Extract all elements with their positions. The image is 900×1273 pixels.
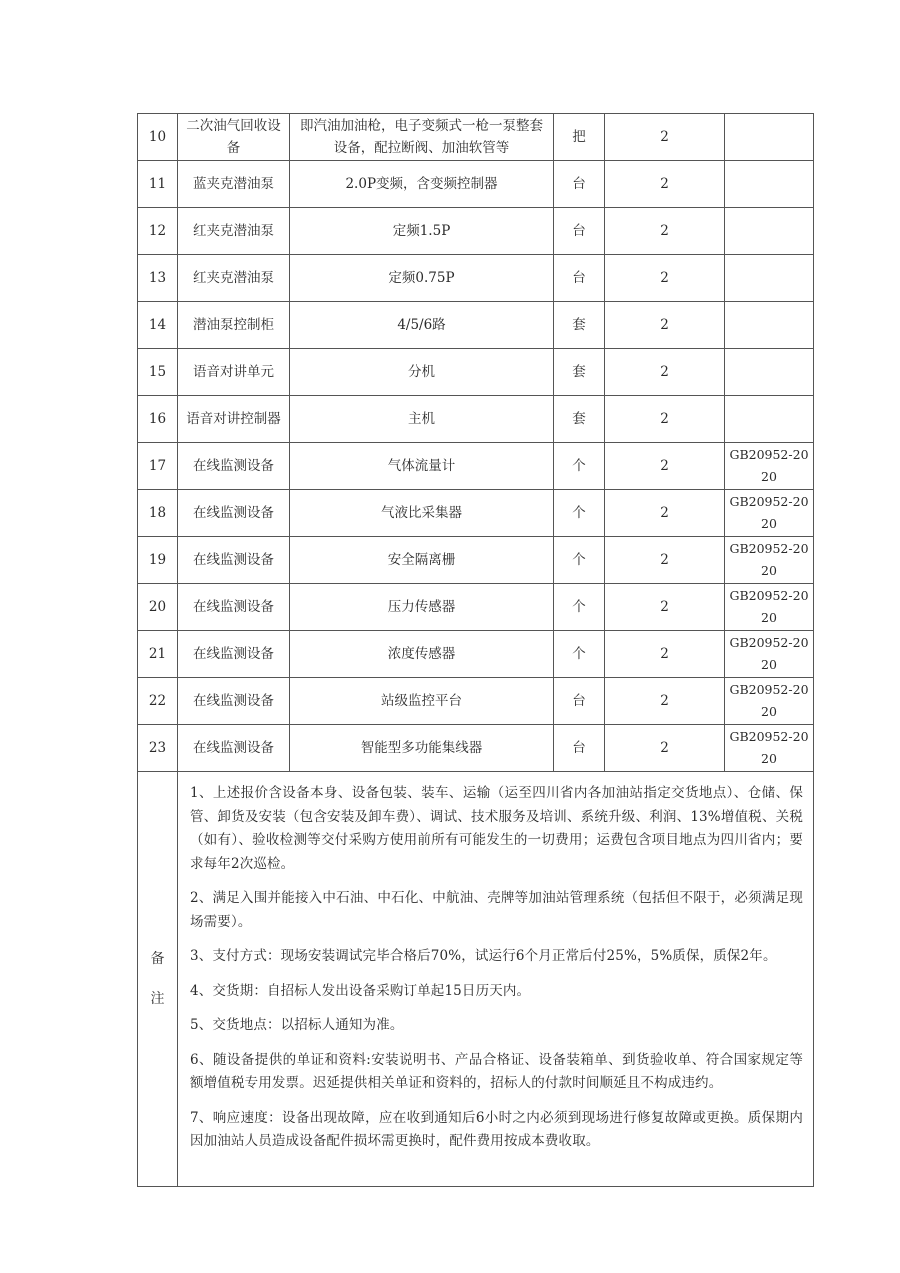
standard-cell (725, 349, 814, 396)
equipment-table-body (138, 114, 814, 1187)
remark-item: 3、支付方式：现场安装调试完毕合格后70%，试运行6个月正常后付25%，5%质保，质保2年。 (190, 948, 777, 964)
row-number-cell: 14 (138, 302, 178, 349)
quantity-cell: 2 (605, 725, 725, 772)
equipment-name-cell: 语音对讲单元 (178, 349, 290, 396)
unit-cell: 台 (554, 255, 605, 302)
remark-item: 4、交货期：自招标人发出设备采购订单起15日历天内。 (190, 982, 531, 999)
quantity-cell: 2 (605, 490, 725, 537)
table-row (138, 208, 814, 255)
equipment-spec-cell: 定频1.5P (290, 208, 554, 255)
equipment-name-cell: 语音对讲控制器 (178, 396, 290, 443)
equipment-name-cell: 在线监测设备 (178, 443, 290, 490)
quantity-cell: 2 (605, 443, 725, 490)
equipment-spec-cell: 定频0.75P (290, 255, 554, 302)
standard-cell: GB20952-2020 (725, 584, 814, 631)
table-row (138, 678, 814, 725)
table-row (138, 396, 814, 443)
row-number-cell: 12 (138, 208, 178, 255)
equipment-name-cell: 红夹克潜油泵 (178, 255, 290, 302)
table-row (138, 161, 814, 208)
row-number-cell: 17 (138, 443, 178, 490)
table-row (138, 443, 814, 490)
unit-cell: 个 (554, 490, 605, 537)
unit-cell: 套 (554, 396, 605, 443)
table-row (138, 490, 814, 537)
equipment-spec-cell: 浓度传感器 (290, 631, 554, 678)
equipment-name-cell: 在线监测设备 (178, 725, 290, 772)
quantity-cell: 2 (605, 161, 725, 208)
standard-cell (725, 114, 814, 161)
table-row (138, 114, 814, 161)
remark-item: 7、响应速度：设备出现故障，应在收到通知后6小时之内必须到现场进行修复故障或更换。质保期内因加油站人员造成设备配件损坏需更换时，配件费用按成本费收取。 (190, 1109, 803, 1149)
equipment-table (137, 113, 814, 1187)
row-number-cell: 18 (138, 490, 178, 537)
unit-cell: 台 (554, 161, 605, 208)
remark-item: 1、上述报价含设备本身、设备包装、装车、运输（运至四川省内各加油站指定交货地点）、仓储、保管、卸货及安装（包含安装及卸车费）、调试、技术服务及培训、系统升级、利润、13%增值税、关税（如有）、验收检测等交付采购方使用前所有可能发生的一切费用；运费包含项目地点为四川省内；要求每年2次巡检。 (190, 785, 803, 872)
remarks-body-cell (178, 772, 814, 1187)
equipment-name-cell: 在线监测设备 (178, 631, 290, 678)
quantity-cell: 2 (605, 631, 725, 678)
row-number-cell: 11 (138, 161, 178, 208)
standard-cell: GB20952-2020 (725, 678, 814, 725)
standard-cell (725, 302, 814, 349)
equipment-name-cell: 红夹克潜油泵 (178, 208, 290, 255)
remarks-label-cell (138, 772, 178, 1187)
unit-cell: 个 (554, 443, 605, 490)
unit-cell: 个 (554, 584, 605, 631)
row-number-cell: 10 (138, 114, 178, 161)
equipment-spec-cell: 气液比采集器 (290, 490, 554, 537)
remarks-label-char: 注 (150, 991, 165, 1007)
standard-cell (725, 255, 814, 302)
equipment-spec-cell: 分机 (290, 349, 554, 396)
unit-cell: 台 (554, 725, 605, 772)
equipment-spec-cell: 即汽油加油枪，电子变频式一枪一泵整套设备，配拉断阀、加油软管等 (290, 114, 554, 161)
equipment-name-cell: 在线监测设备 (178, 490, 290, 537)
unit-cell: 把 (554, 114, 605, 161)
unit-cell: 台 (554, 678, 605, 725)
standard-cell: GB20952-2020 (725, 725, 814, 772)
unit-cell: 台 (554, 208, 605, 255)
row-number-cell: 22 (138, 678, 178, 725)
standard-cell: GB20952-2020 (725, 490, 814, 537)
standard-cell (725, 161, 814, 208)
equipment-name-cell: 在线监测设备 (178, 537, 290, 584)
row-number-cell: 20 (138, 584, 178, 631)
equipment-spec-cell: 智能型多功能集线器 (290, 725, 554, 772)
quantity-cell: 2 (605, 208, 725, 255)
remarks-row (138, 772, 814, 1187)
quantity-cell: 2 (605, 584, 725, 631)
row-number-cell: 21 (138, 631, 178, 678)
unit-cell: 个 (554, 537, 605, 584)
equipment-name-cell: 在线监测设备 (178, 678, 290, 725)
remarks-label-char: 备 (150, 951, 165, 967)
standard-cell (725, 396, 814, 443)
equipment-spec-cell: 气体流量计 (290, 443, 554, 490)
standard-cell (725, 208, 814, 255)
row-number-cell: 23 (138, 725, 178, 772)
remark-item: 2、满足入围并能接入中石油、中石化、中航油、壳牌等加油站管理系统（包括但不限于，必须满足现场需要）。 (190, 890, 803, 930)
standard-cell: GB20952-2020 (725, 443, 814, 490)
equipment-spec-cell: 安全隔离栅 (290, 537, 554, 584)
equipment-spec-cell: 压力传感器 (290, 584, 554, 631)
table-row (138, 631, 814, 678)
remark-item: 6、随设备提供的单证和资料:安装说明书、产品合格证、设备装箱单、到货验收单、符合国家规定等额增值税专用发票。迟延提供相关单证和资料的，招标人的付款时间顺延且不构成违约。 (190, 1051, 803, 1091)
quantity-cell: 2 (605, 114, 725, 161)
row-number-cell: 13 (138, 255, 178, 302)
standard-cell: GB20952-2020 (725, 631, 814, 678)
unit-cell: 套 (554, 302, 605, 349)
quantity-cell: 2 (605, 302, 725, 349)
table-row (138, 349, 814, 396)
equipment-spec-cell: 站级监控平台 (290, 678, 554, 725)
row-number-cell: 15 (138, 349, 178, 396)
quantity-cell: 2 (605, 349, 725, 396)
equipment-name-cell: 潜油泵控制柜 (178, 302, 290, 349)
unit-cell: 套 (554, 349, 605, 396)
unit-cell: 个 (554, 631, 605, 678)
equipment-name-cell: 在线监测设备 (178, 584, 290, 631)
table-row (138, 584, 814, 631)
quantity-cell: 2 (605, 255, 725, 302)
equipment-spec-cell: 4/5/6路 (290, 302, 554, 349)
equipment-name-cell: 二次油气回收设备 (178, 114, 290, 161)
quantity-cell: 2 (605, 537, 725, 584)
table-row (138, 302, 814, 349)
row-number-cell: 19 (138, 537, 178, 584)
table-row (138, 725, 814, 772)
equipment-spec-cell: 主机 (290, 396, 554, 443)
table-row (138, 537, 814, 584)
standard-cell: GB20952-2020 (725, 537, 814, 584)
quantity-cell: 2 (605, 396, 725, 443)
equipment-name-cell: 蓝夹克潜油泵 (178, 161, 290, 208)
quantity-cell: 2 (605, 678, 725, 725)
row-number-cell: 16 (138, 396, 178, 443)
equipment-spec-cell: 2.0P变频，含变频控制器 (290, 161, 554, 208)
table-row (138, 255, 814, 302)
remark-item: 5、交货地点：以招标人通知为准。 (190, 1017, 404, 1033)
